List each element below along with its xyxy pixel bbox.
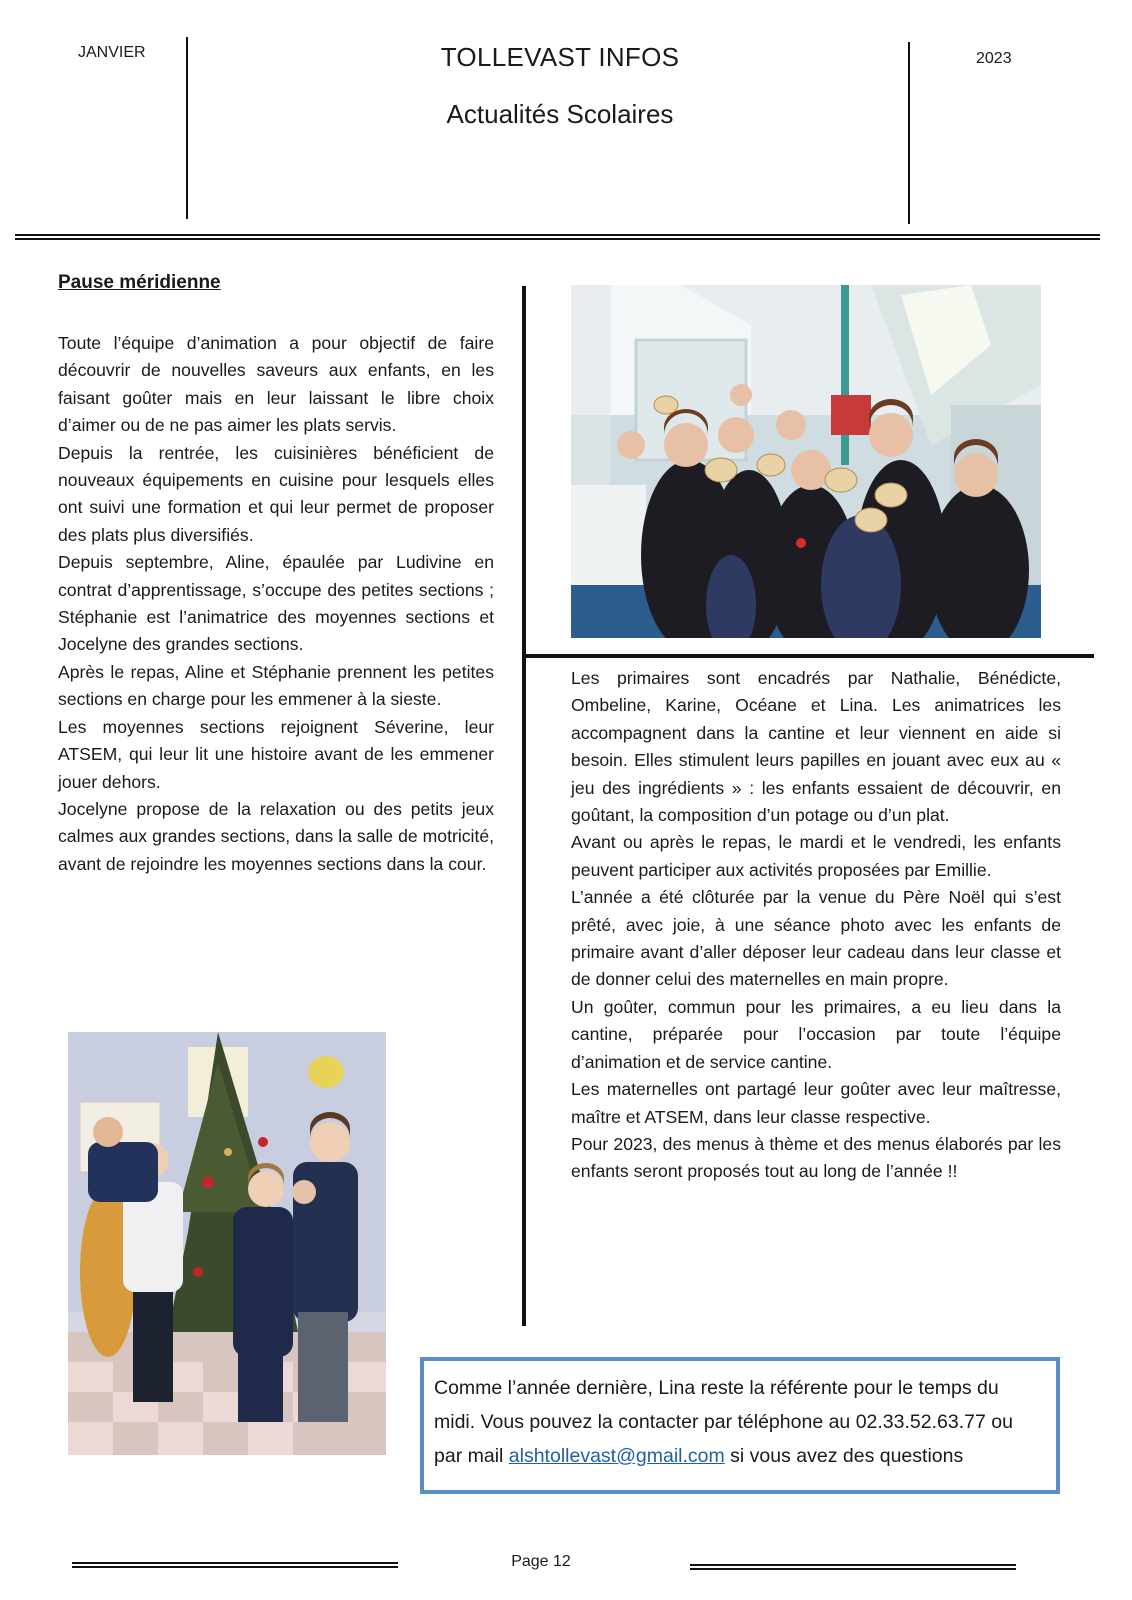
contact-email-link[interactable]: alshtollevast@gmail.com (508, 1445, 725, 1467)
contact-text-intro: Comme l’année dernière, Lina reste la référente pour le temps du midi. Vous pouvez la contacter par téléphone au (434, 1377, 999, 1433)
header-divider-left (186, 37, 188, 219)
header-divider-right (908, 42, 910, 224)
right-column-text (571, 665, 1061, 1186)
left-paragraph: Les moyennes sections rejoignent Séverine, leur ATSEM, qui leur lit une histoire avant de les emmener jouer dehors. (58, 716, 494, 792)
left-paragraph: Depuis septembre, Aline, épaulée par Ludivine en contrat d’apprentissage, s’occupe des petites sections ; Stéphanie est l’animatrice des moyennes sections et Jocelyne des grandes sections. (58, 552, 494, 655)
left-paragraph: Jocelyne propose de la relaxation ou des petits jeux calmes aux grandes sections, dans la salle de motricité, avant de rejoindre les moyennes sections dans la cour. (58, 798, 494, 874)
header-subtitle: Actualités Scolaires (446, 99, 674, 129)
left-paragraph: Toute l’équipe d’animation a pour objectif de faire découvrir de nouvelles saveurs aux enfants, en les faisant goûter mais en leur laissant le libre choix d’aimer ou de ne pas aimer les plats servis. (58, 333, 494, 436)
section-title: Pause méridienne (58, 272, 221, 293)
right-paragraph: Les maternelles ont partagé leur goûter avec leur maîtresse, maître et ATSEM, dans leur classe respective. (571, 1079, 1061, 1127)
column-divider (522, 286, 526, 1326)
contact-info-box (420, 1357, 1060, 1494)
right-paragraph: Avant ou après le repas, le mardi et le vendredi, les enfants peuvent participer aux activités proposées par Emillie. (571, 832, 1061, 880)
contact-text-mail: ou par mail (434, 1411, 1013, 1467)
contact-phone: 02.33.52.63.77 (855, 1411, 986, 1433)
left-paragraph: Depuis la rentrée, les cuisinières bénéficient de nouveaux équipements en cuisine pour lesquels elles ont suivi une formation et qui leur permet de proposer des plats plus diversifiés. (58, 442, 494, 545)
photo-children-christmas-tree (68, 1032, 386, 1455)
left-paragraph: Après le repas, Aline et Stéphanie prennent les petites sections en charge pour les emmener à la sieste. (58, 661, 494, 710)
header-rule (15, 234, 1100, 240)
right-paragraph: Pour 2023, des menus à thème et des menus élaborés par les enfants seront proposés tout au long de l’année !! (571, 1133, 1061, 1182)
footer-rule-left (72, 1562, 398, 1568)
header-year: 2023 (976, 50, 1012, 67)
right-paragraph: Les primaires sont encadrés par Nathalie, Bénédicte, Ombeline, Karine, Océane et Lina. Les animatrices les accompagnent dans la cantine et leur viennent en aide si besoin. Elles stimulent leurs papilles en jouant avec eux au « jeu des ingrédients » : les enfants essaient de découvrir, en goûtant, la composition d’un potage ou d’un plat. (571, 668, 1061, 826)
right-paragraph: L’année a été clôturée par la venue du Père Noël qui s’est prêté, avec joie, à une séance photo avec les enfants de primaire avant d’aller déposer leur cadeau dans leur classe et de donner celui des maternelles en main propre. (571, 887, 1061, 990)
left-column-text (58, 330, 494, 878)
right-paragraph: Un goûter, commun pour les primaires, a eu lieu dans la cantine, préparée pour l’occasion par toute l’équipe d’animation et de service cantine. (571, 996, 1061, 1072)
right-column-rule (524, 654, 1094, 658)
photo-children-classroom (571, 285, 1041, 638)
header-month: JANVIER (78, 44, 146, 61)
footer-rule-right (690, 1564, 1016, 1570)
footer-page-number: Page 12 (511, 1553, 571, 1570)
header-title: TOLLEVAST INFOS (440, 42, 680, 72)
contact-text-end: si vous avez des questions (724, 1445, 964, 1467)
